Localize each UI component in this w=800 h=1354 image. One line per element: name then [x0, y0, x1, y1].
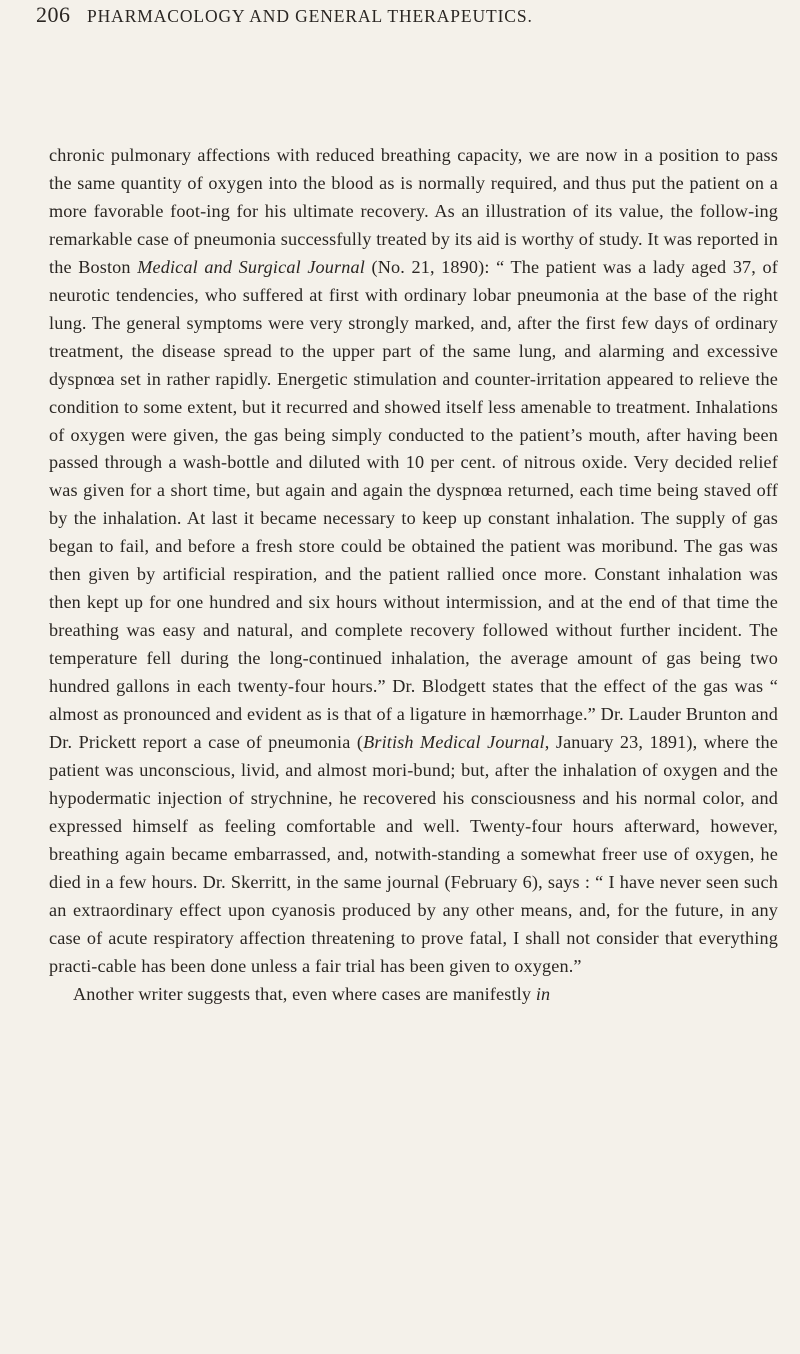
emphasis: in [535, 983, 551, 1004]
text-run: chronic pulmonary affections with reduced breathing capacity, we are now in a position to pass the same quantity of oxygen into the blood as is normally required, and thus put the patient on a more favorable foot-ing for his ultimate recovery. As an illustration of its value, the follow-ing remarkable case of pneumonia successfully treated by its aid is worthy of study. It was reported in the Boston [49, 145, 778, 277]
paragraph-2 [49, 981, 778, 1009]
page-number: 206 [36, 2, 71, 27]
body-text [49, 142, 778, 1009]
running-head: PHARMACOLOGY AND GENERAL THERAPEUTICS. [87, 6, 533, 26]
paragraph-1 [49, 142, 778, 981]
page-header [36, 2, 778, 32]
text-run: Another writer suggests that, even where cases are manifestly [73, 983, 536, 1004]
journal-title: British Medical Journal [363, 732, 545, 753]
text-run: (No. 21, 1890): “ The patient was a lady aged 37, of neurotic tendencies, who suffered at first with ordinary lobar pneumonia at the base of the right lung. The general symptoms were very strongly marked, and, after the first few days of ordinary treatment, the disease spread to the upper part of the same lung, and alarming and excessive dyspnœa set in rather rapidly. Energetic stimulation and counter-irritation appeared to relieve the condition to some extent, but it recurred and showed itself less amenable to treatment. Inhalations of oxygen were given, the gas being simply conducted to the patient’s mouth, after having been passed through a wash-bottle and diluted with 10 per cent. of nitrous oxide. Very decided relief was given for a short time, but again and again the dyspnœa returned, each time being staved off by the inhalation. At last it became necessary to keep up constant inhalation. The supply of gas began to fail, and before a fresh store could be obtained the patient was moribund. The gas was then given by artificial respiration, and the patient rallied once more. Constant inhalation was then kept up for one hundred and six hours without intermission, and at the end of that time the breathing was easy and natural, and complete recovery followed without further incident. The temperature fell during the long-continued inhalation, the average amount of gas being two hundred gallons in each twenty-four hours.” Dr. Blodgett states that the effect of the gas was “ almost as pronounced and evident as is that of a ligature in hæmorrhage.” Dr. Lauder Brunton and Dr. Prickett report a case of pneumonia ( [49, 256, 778, 753]
journal-title: Medical and Surgical Journal [137, 256, 365, 277]
text-run: , January 23, 1891), where the patient was unconscious, livid, and almost mori-bund; but, after the inhalation of oxygen and the hypodermatic injection of strychnine, he recovered his consciousness and his normal color, and expressed himself as feeling comfortable and well. Twenty-four hours afterward, however, breathing again became embarrassed, and, notwith-standing a somewhat freer use of oxygen, he died in a few hours. Dr. Skerritt, in the same journal (February 6), says : “ I have never seen such an extraordinary effect upon cyanosis produced by any other means, and, for the future, in any case of acute respiratory affection threatening to prove fatal, I shall not consider that everything practi-cable has been done unless a fair trial has been given to oxygen.” [49, 732, 778, 976]
